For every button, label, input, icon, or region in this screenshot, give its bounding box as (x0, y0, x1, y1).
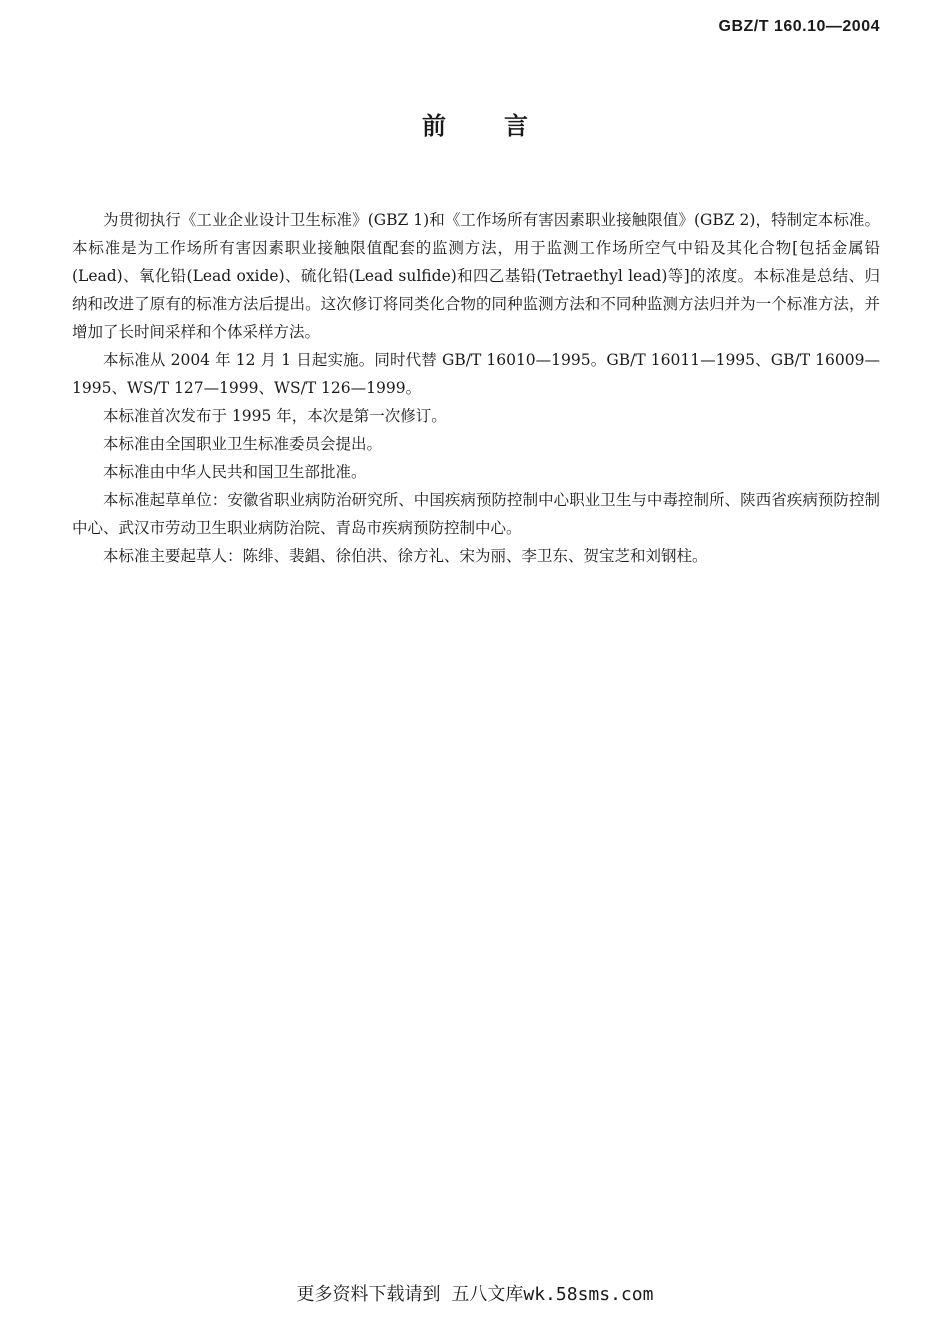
document-code: GBZ/T 160.10—2004 (718, 18, 880, 35)
paragraph-proposed-by: 本标准由全国职业卫生标准委员会提出。 (103, 435, 383, 453)
paragraph-approved-by: 本标准由中华人民共和国卫生部批准。 (103, 463, 367, 481)
paragraph-purpose: 为贯彻执行《工业企业设计卫生标准》(GBZ 1)和《工作场所有害因素职业接触限值》(GBZ 2)，特制定本标准。本标准是为工作场所有害因素职业接触限值配套的监测方法，用于监测工作场所空气中铅及其化合物[包括金属铅(Lead)、氧化铅(Lead oxide)、硫化铅(Lead sulfide)和四乙基铅(Tetraethyl lead)等]的浓度。本标准是总结、归纳和改进了原有的标准方法后提出。这次修订将同类化合物的同种监测方法和不同种监测方法归并为一个标准方法，并增加了长时间采样和个体采样方法。 (72, 211, 880, 341)
footer-download-link[interactable]: 更多资料下载请到 五八文库wk.58sms.com (296, 1284, 654, 1305)
paragraph-first-issue: 本标准首次发布于 1995 年，本次是第一次修订。 (103, 407, 447, 425)
paragraph-drafting-units: 本标准起草单位：安徽省职业病防治研究所、中国疾病预防控制中心职业卫生与中毒控制所、陕西省疾病预防控制中心、武汉市劳动卫生职业病防治院、青岛市疾病预防控制中心。 (72, 491, 880, 537)
paragraph-effective-date: 本标准从 2004 年 12 月 1 日起实施。同时代替 GB/T 16010—1995。GB/T 16011—1995、GB/T 16009—1995、WS/T 127—1999、WS/T 126—1999。 (72, 351, 880, 397)
paragraph-drafters: 本标准主要起草人：陈绯、裴錩、徐伯洪、徐方礼、宋为丽、李卫东、贺宝芝和刘钢柱。 (103, 547, 708, 565)
foreword-body (72, 206, 880, 570)
page-title: 前言 (422, 112, 586, 140)
